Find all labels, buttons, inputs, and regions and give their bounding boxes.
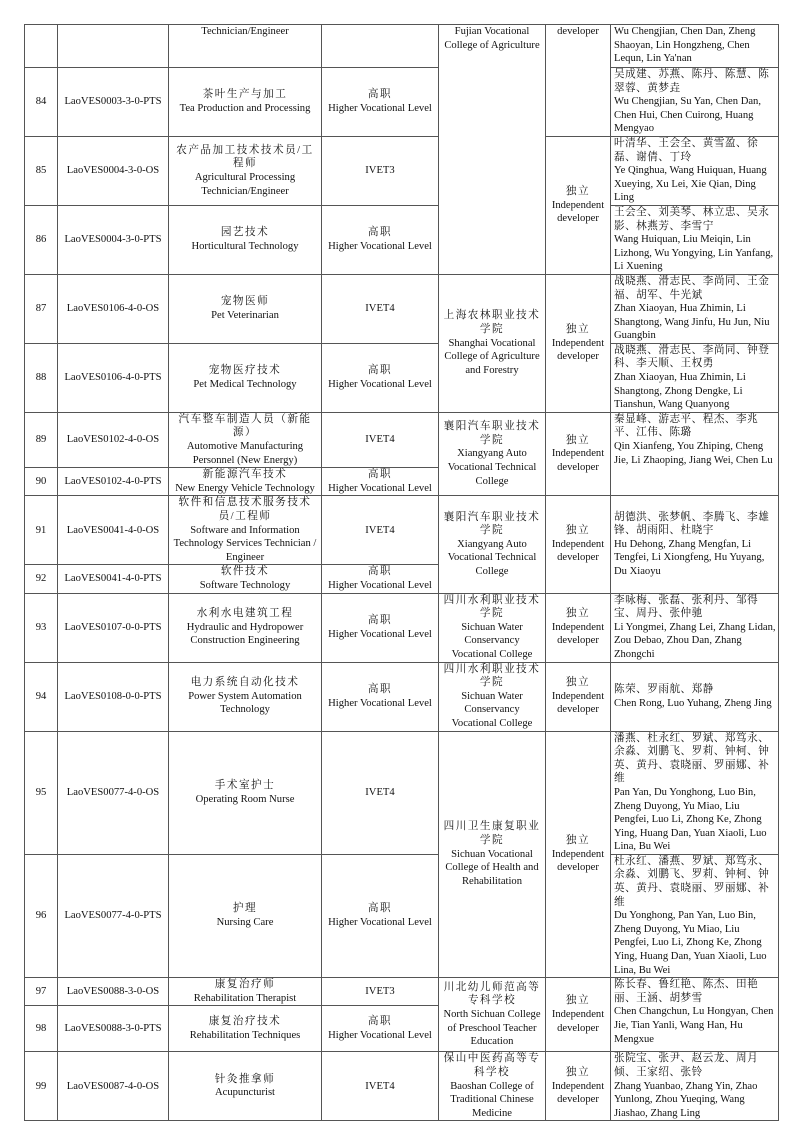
names-zh: 叶清华、王会全、黄雪盈、徐磊、谢倩、丁玲 — [614, 137, 759, 163]
standard-code: LaoVES0088-3-0-OS — [58, 978, 169, 1006]
title-zh: 农产品加工技术技术员/工程师 — [176, 144, 314, 170]
title-en: Software and Information Technology Services Technician / Engineer — [173, 524, 317, 563]
title-zh: 电力系统自动化技术 — [190, 677, 300, 689]
level — [322, 412, 439, 467]
college-baoshan — [439, 1052, 546, 1121]
developer-names — [611, 205, 779, 274]
level — [322, 496, 439, 565]
level-en: IVET4 — [365, 434, 395, 446]
developer-type — [546, 136, 611, 274]
developer-names — [611, 1052, 779, 1121]
developer-names — [611, 343, 779, 412]
occupation-title — [169, 343, 322, 412]
occupation-title — [169, 68, 322, 137]
title-zh: 宠物医疗技术 — [208, 365, 282, 377]
standard-code: LaoVES0077-4-0-PTS — [58, 854, 169, 977]
occupation-title — [169, 205, 322, 274]
names-zh: 秦显峰、游志平、程杰、李兆平、江伟、陈璐 — [614, 413, 759, 439]
level — [322, 25, 439, 68]
row-number: 93 — [25, 593, 58, 662]
developer-names — [611, 731, 779, 854]
occupation-title — [169, 1006, 322, 1052]
college-sichuan-water — [439, 662, 546, 731]
developer-en: Independent developer — [551, 538, 605, 564]
college-xiangyang — [439, 412, 546, 496]
college-en: Baoshan College of Traditional Chinese Medicine — [450, 1080, 534, 1119]
developer-en: Independent developer — [551, 690, 605, 716]
title-zh: 园艺技术 — [220, 227, 270, 239]
level — [322, 468, 439, 496]
standard-code: LaoVES0041-4-0-OS — [58, 496, 169, 565]
level-zh: 高职 — [367, 614, 393, 626]
level — [322, 343, 439, 412]
table-row — [25, 274, 779, 343]
developer-en: Independent developer — [551, 848, 605, 874]
table-row — [25, 978, 779, 1006]
level-en: IVET4 — [365, 786, 395, 798]
level — [322, 274, 439, 343]
standard-code: LaoVES0004-3-0-PTS — [58, 205, 169, 274]
standard-code: LaoVES0003-3-0-PTS — [58, 68, 169, 137]
title-en: Power System Automation Technology — [188, 690, 302, 716]
standard-code: LaoVES0077-4-0-OS — [58, 731, 169, 854]
title-zh: 茶叶生产与加工 — [202, 89, 288, 101]
college-zh: 襄阳汽车职业技术学院 — [443, 511, 541, 537]
level-en: IVET4 — [365, 524, 395, 536]
names-zh: 战晓燕、滑志民、李尚同、王金福、胡军、牛光斌 — [614, 275, 770, 301]
level-en: Higher Vocational Level — [328, 102, 432, 114]
title-en: Rehabilitation Therapist — [193, 992, 297, 1004]
developer-zh: 独立 — [565, 608, 591, 620]
occupation-title — [169, 412, 322, 467]
names-zh: 陈长春、鲁红艳、陈杰、田艳丽、王涵、胡梦雪 — [614, 979, 759, 1004]
level-en: IVET3 — [365, 165, 395, 177]
names-en: Wang Huiquan, Liu Meiqin, Lin Lizhong, Wu Yongying, Lin Yanfang, Li Xuening — [614, 234, 774, 273]
developer-zh: 独立 — [565, 186, 591, 198]
row-number: 88 — [25, 343, 58, 412]
college-en: Sichuan Vocational College of Health and Rehabilitation — [445, 848, 539, 887]
level — [322, 1052, 439, 1121]
level — [322, 978, 439, 1006]
level-en: Higher Vocational Level — [328, 628, 432, 640]
title-en: Pet Medical Technology — [193, 378, 297, 390]
title-en: Tea Production and Processing — [179, 102, 311, 114]
level — [322, 136, 439, 205]
level — [322, 565, 439, 593]
level-en: Higher Vocational Level — [328, 240, 432, 252]
row-number: 98 — [25, 1006, 58, 1052]
level-zh: 高职 — [367, 683, 393, 695]
table-row — [25, 1052, 779, 1121]
standard-code: LaoVES0041-4-0-PTS — [58, 565, 169, 593]
standard-code — [58, 25, 169, 68]
row-number: 96 — [25, 854, 58, 977]
names-en: Qin Xianfeng, You Zhiping, Cheng Jie, Li Zhaoping, Jiang Wei, Chen Lu — [614, 441, 773, 466]
table-row — [25, 662, 779, 731]
occupation-title — [169, 136, 322, 205]
developer-names — [611, 662, 779, 731]
developer-type — [546, 496, 611, 593]
title-en: Nursing Care — [216, 917, 274, 929]
title-zh: 宠物医师 — [220, 296, 270, 308]
developer-names — [611, 274, 779, 343]
standard-code: LaoVES0108-0-0-PTS — [58, 662, 169, 731]
college-en: Sichuan Water Conservancy Vocational College — [451, 690, 533, 729]
level — [322, 731, 439, 854]
names-en: Zhang Yuanbao, Zhang Yin, Zhao Yunlong, Zhou Yueqing, Wang Jiashao, Zhang Ling — [614, 1080, 758, 1119]
names-en: Li Yongmei, Zhang Lei, Zhang Lidan, Zou Debao, Zhou Dan, Zhang Zhongchi — [614, 621, 776, 660]
level — [322, 662, 439, 731]
level-en: Higher Vocational Level — [328, 917, 432, 929]
names-en: Wu Chengjian, Chen Dan, Zheng Shaoyan, Lin Hongzheng, Chen Lequn, Lin Ya'nan — [614, 26, 756, 65]
developer-names — [611, 136, 779, 205]
names-en: Pan Yan, Du Yonghong, Luo Bin, Zheng Duyong, Yu Miao, Liu Pengfei, Luo Li, Zhong Ke, Zhong Ying, Huang Dan, Yuan Xiaoli, Luo Lina, Bu Wei — [614, 786, 767, 853]
college-en: North Sichuan College of Preschool Teacher Education — [443, 1009, 541, 1048]
occupation-title — [169, 978, 322, 1006]
level-en: Higher Vocational Level — [328, 1029, 432, 1041]
title-zh: 新能源汽车技术 — [202, 469, 288, 481]
college-en: Xiangyang Auto Vocational Technical College — [447, 448, 537, 487]
standard-code: LaoVES0087-4-0-OS — [58, 1052, 169, 1121]
developer-type — [546, 662, 611, 731]
developer-names — [611, 978, 779, 1052]
college-sichuan-water — [439, 593, 546, 662]
title-en: Rehabilitation Techniques — [189, 1029, 301, 1041]
college-zh: 保山中医药高等专科学校 — [443, 1053, 541, 1078]
developer-en: Independent developer — [551, 337, 605, 363]
row-number: 90 — [25, 468, 58, 496]
developer-en: Independent developer — [551, 448, 605, 473]
title-en: Hydraulic and Hydropower Construction Engineering — [186, 621, 304, 647]
level-en: Higher Vocational Level — [328, 580, 432, 591]
row-number: 99 — [25, 1052, 58, 1121]
standard-code: LaoVES0088-3-0-PTS — [58, 1006, 169, 1052]
title-zh: 水利水电建筑工程 — [196, 608, 294, 620]
developer-type — [546, 593, 611, 662]
college-zh: 襄阳汽车职业技术学院 — [443, 421, 541, 446]
level — [322, 205, 439, 274]
developer-type — [546, 274, 611, 412]
names-zh: 杜永红、潘燕、罗斌、郑笃永、余淼、刘鹏飞、罗莉、钟柯、钟英、黄丹、袁晓丽、罗丽娜、补维 — [614, 855, 770, 908]
level — [322, 854, 439, 977]
developer-en: Independent developer — [551, 1009, 605, 1034]
table-row — [25, 343, 779, 412]
level-zh: 高职 — [367, 1016, 393, 1028]
row-number: 86 — [25, 205, 58, 274]
names-en: Du Yonghong, Pan Yan, Luo Bin, Zheng Duyong, Yu Miao, Liu Pengfei, Luo Li, Zhong Ke, Zhong Ying, Huang Dan, Yuan Xiaoli, Luo Lina, Bu Wei — [614, 910, 767, 976]
title-en: Agricultural Processing Technician/Engineer — [194, 171, 296, 197]
occupation-title — [169, 731, 322, 854]
names-zh: 战晓燕、滑志民、李尚同、钟登科、李天顺、王权勇 — [614, 344, 770, 370]
college-zh: 上海农林职业技术学院 — [443, 310, 541, 335]
developer-zh: 独立 — [565, 525, 591, 537]
row-number: 91 — [25, 496, 58, 565]
developer-table — [24, 24, 779, 1121]
college-en: Xiangyang Auto Vocational Technical College — [447, 538, 537, 577]
occupation-title — [169, 274, 322, 343]
row-number: 97 — [25, 978, 58, 1006]
title-en: Operating Room Nurse — [195, 793, 295, 805]
title-en: Pet Veterinarian — [211, 309, 279, 321]
college-zh: 四川卫生康复职业学院 — [443, 821, 541, 846]
college-en: Shanghai Vocational College of Agriculture and Forestry — [444, 337, 540, 376]
developer-type — [546, 25, 611, 137]
title-zh: 手术室护士 — [214, 780, 276, 792]
title-zh: 汽车整车制造人员（新能源） — [178, 413, 312, 439]
developer-names — [611, 412, 779, 496]
table-row — [25, 205, 779, 274]
names-en: Chen Changchun, Lu Hongyan, Chen Jie, Tian Yanli, Wang Han, Hu Mengxue — [614, 1006, 774, 1045]
level-zh: 高职 — [367, 89, 393, 101]
occupation-title — [169, 468, 322, 496]
level-en: Higher Vocational Level — [328, 697, 432, 709]
college-en: Fujian Vocational College of Agriculture — [444, 26, 540, 51]
standard-code: LaoVES0102-4-0-PTS — [58, 468, 169, 496]
college-en: Sichuan Water Conservancy Vocational College — [451, 621, 533, 660]
names-en: Zhan Xiaoyan, Hua Zhimin, Li Shangtong, Wang Jinfu, Hu Jun, Niu Guangbin — [614, 303, 770, 342]
developer-en: Independent developer — [551, 199, 605, 225]
level-en: IVET4 — [365, 303, 395, 315]
title-zh: 康复治疗师 — [214, 979, 276, 991]
level-en: Higher Vocational Level — [328, 482, 432, 494]
level-zh: 高职 — [367, 566, 393, 578]
title-en: Automotive Manufacturing Personnel (New Energy) — [186, 441, 304, 466]
developer-type — [546, 412, 611, 496]
level-zh: 高职 — [367, 365, 393, 377]
level-en: Higher Vocational Level — [328, 378, 432, 390]
developer-en: Independent developer — [551, 621, 605, 647]
title-en: Technician/Engineer — [201, 26, 289, 37]
developer-names — [611, 68, 779, 137]
occupation-title — [169, 25, 322, 68]
row-number: 94 — [25, 662, 58, 731]
standard-code: LaoVES0106-4-0-OS — [58, 274, 169, 343]
developer-zh: 独立 — [565, 323, 591, 335]
college-north-sichuan — [439, 978, 546, 1052]
row-number: 95 — [25, 731, 58, 854]
names-en: Ye Qinghua, Wang Huiquan, Huang Xueying, Xu Lei, Xie Qian, Ding Ling — [614, 165, 767, 204]
row-number: 85 — [25, 136, 58, 205]
developer-zh: 独立 — [565, 434, 591, 446]
standard-code: LaoVES0107-0-0-PTS — [58, 593, 169, 662]
table-row — [25, 412, 779, 467]
developer-en: developer — [557, 26, 599, 37]
developer-names — [611, 25, 779, 68]
title-en: Acupuncturist — [214, 1087, 276, 1099]
developer-names — [611, 593, 779, 662]
occupation-title — [169, 565, 322, 593]
row-number: 87 — [25, 274, 58, 343]
row-number: 92 — [25, 565, 58, 593]
title-en: New Energy Vehicle Technology — [175, 482, 315, 494]
names-en: Wu Chengjian, Su Yan, Chen Dan, Chen Hui, Chen Cuirong, Huang Mengyao — [614, 96, 761, 135]
row-number: 84 — [25, 68, 58, 137]
standard-code: LaoVES0004-3-0-OS — [58, 136, 169, 205]
title-zh: 护理 — [232, 903, 258, 915]
names-zh: 潘燕、杜永红、罗斌、郑笃永、余淼、刘鹏飞、罗莉、钟柯、钟英、黄丹、袁晓丽、罗丽娜、补维 — [614, 732, 770, 785]
college-zh: 四川水利职业技术学院 — [443, 663, 541, 689]
names-zh: 胡德洪、张梦帆、李腾飞、李雄锋、胡雨阳、杜晓宇 — [614, 511, 770, 537]
table-row — [25, 731, 779, 854]
developer-zh: 独立 — [565, 995, 591, 1007]
table-row — [25, 25, 779, 68]
level — [322, 1006, 439, 1052]
names-en: Zhan Xiaoyan, Hua Zhimin, Li Shangtong, Zhong Dengke, Li Tianshun, Wang Quanyong — [614, 372, 746, 411]
college-zh: 川北幼儿师范高等专科学校 — [443, 981, 541, 1007]
title-en: Software Technology — [199, 580, 291, 591]
row-number: 89 — [25, 412, 58, 467]
level-en: IVET3 — [365, 986, 395, 998]
title-zh: 针灸推拿师 — [214, 1073, 276, 1085]
title-zh: 软件和信息技术服务技术员/工程师 — [178, 497, 312, 523]
developer-names — [611, 496, 779, 593]
developer-type — [546, 1052, 611, 1121]
level-zh: 高职 — [367, 227, 393, 239]
names-zh: 李咏梅、张磊、张利丹、邹得宝、周丹、张仲驰 — [614, 594, 759, 620]
names-zh: 陈荣、罗雨航、郑静 — [614, 683, 714, 695]
table-row — [25, 68, 779, 137]
row-number — [25, 25, 58, 68]
names-zh: 张院宝、张尹、赵云龙、周月倾、王家绍、张铃 — [614, 1053, 759, 1078]
names-en: Hu Dehong, Zhang Mengfan, Li Tengfei, Li Xiongfeng, Hu Yuyang, Du Xiaoyu — [614, 538, 765, 577]
table-row — [25, 136, 779, 205]
college-xiangyang — [439, 496, 546, 593]
college-sichuan-health — [439, 731, 546, 978]
college-fujian — [439, 25, 546, 275]
college-zh: 四川水利职业技术学院 — [443, 594, 541, 620]
table-row — [25, 496, 779, 565]
title-en: Horticultural Technology — [191, 240, 299, 252]
developer-zh: 独立 — [565, 1067, 591, 1078]
title-zh: 软件技术 — [220, 566, 270, 578]
level — [322, 593, 439, 662]
table-row — [25, 593, 779, 662]
developer-type — [546, 731, 611, 978]
names-en: Chen Rong, Luo Yuhang, Zheng Jing — [614, 697, 772, 709]
names-zh: 吴成建、苏燕、陈丹、陈慧、陈翠蓉、黄梦垚 — [614, 69, 770, 94]
occupation-title — [169, 496, 322, 565]
title-zh: 康复治疗技术 — [208, 1016, 282, 1028]
names-zh: 王会全、刘美琴、林立忠、吴永影、林燕芳、李雪宁 — [614, 206, 770, 232]
level-zh: 高职 — [367, 469, 393, 481]
developer-names — [611, 854, 779, 977]
developer-zh: 独立 — [565, 834, 591, 846]
occupation-title — [169, 854, 322, 977]
occupation-title — [169, 593, 322, 662]
level-zh: 高职 — [367, 903, 393, 915]
occupation-title — [169, 1052, 322, 1121]
developer-type — [546, 978, 611, 1052]
occupation-title — [169, 662, 322, 731]
level-en: IVET4 — [365, 1080, 395, 1092]
standard-code: LaoVES0106-4-0-PTS — [58, 343, 169, 412]
table-row — [25, 854, 779, 977]
level — [322, 68, 439, 137]
developer-en: Independent developer — [551, 1080, 605, 1106]
college-shanghai — [439, 274, 546, 412]
standard-code: LaoVES0102-4-0-OS — [58, 412, 169, 467]
developer-zh: 独立 — [565, 677, 591, 689]
